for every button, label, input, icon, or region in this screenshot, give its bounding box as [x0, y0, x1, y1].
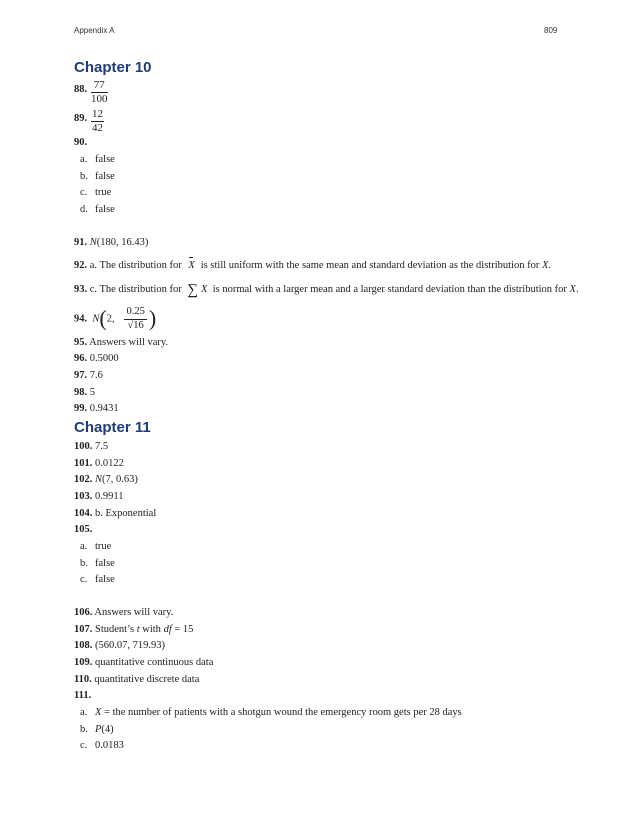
- answer-96: 96. 0.5000: [74, 353, 119, 364]
- page-number: 809: [544, 26, 558, 35]
- answer-109: 109. quantitative continuous data: [74, 657, 214, 668]
- answer-101: 101. 0.0122: [74, 458, 124, 469]
- list-item: a. false: [80, 154, 115, 165]
- answer-95: 95. Answers will vary.: [74, 337, 169, 348]
- answer-97: 97. 7.6: [74, 370, 103, 381]
- answer-93: 93. c. The distribution for ∑ X is normal with a larger mean and a larger standard deviation than the distribution for X.: [74, 282, 579, 298]
- answer-94: 94. N(2, $\frac{0.25}{√16}$ ): [74, 305, 157, 331]
- answer-89: 89.: [74, 113, 88, 124]
- answer-104: 104. b. Exponential: [74, 508, 157, 519]
- list-item: d. false: [80, 204, 115, 215]
- list-item: c. false: [80, 574, 115, 585]
- answer-105: 105.: [74, 524, 93, 535]
- answer-90: 90.: [74, 137, 88, 148]
- list-item: a. true: [80, 541, 112, 552]
- list-item: c. 0.0183: [80, 740, 124, 751]
- answer-92: 92. a. The distribution for X is still uniform with the same mean and standard deviation as the distribution for X.: [74, 260, 551, 271]
- list-item: b. false: [80, 558, 115, 569]
- answer-110: 110. quantitative discrete data: [74, 674, 200, 685]
- answer-106: 106. Answers will vary.: [74, 607, 174, 618]
- list-item: c. true: [80, 187, 112, 198]
- chapter-10-heading: Chapter 10: [74, 59, 152, 76]
- sigma-icon: ∑: [187, 282, 199, 298]
- chapter-11-heading: Chapter 11: [74, 419, 151, 436]
- answer-102: 102. N(7, 0.63): [74, 474, 138, 485]
- answer-88: 88.: [74, 84, 88, 95]
- answer-88-fraction: $\frac{77}{100}$: [91, 79, 108, 105]
- answer-98: 98. 5: [74, 387, 95, 398]
- answer-111: 111.: [74, 690, 92, 701]
- answer-91: 91. N(180, 16.43): [74, 237, 149, 248]
- answer-103: 103. 0.9911: [74, 491, 124, 502]
- answer-99: 99. 0.9431: [74, 403, 119, 414]
- answer-100: 100. 7.5: [74, 441, 109, 452]
- answer-107: 107. Student’s t with df = 15: [74, 624, 194, 635]
- running-header: Appendix A: [74, 26, 115, 35]
- list-item: b. P(4): [80, 724, 114, 735]
- list-item: b. false: [80, 171, 115, 182]
- answer-108: 108. (560.07, 719.93): [74, 640, 165, 651]
- answer-89-fraction: $\frac{12}{42}$: [92, 108, 103, 134]
- list-item: a. X = the number of patients with a shotgun wound the emergency room gets per 28 days: [80, 707, 462, 718]
